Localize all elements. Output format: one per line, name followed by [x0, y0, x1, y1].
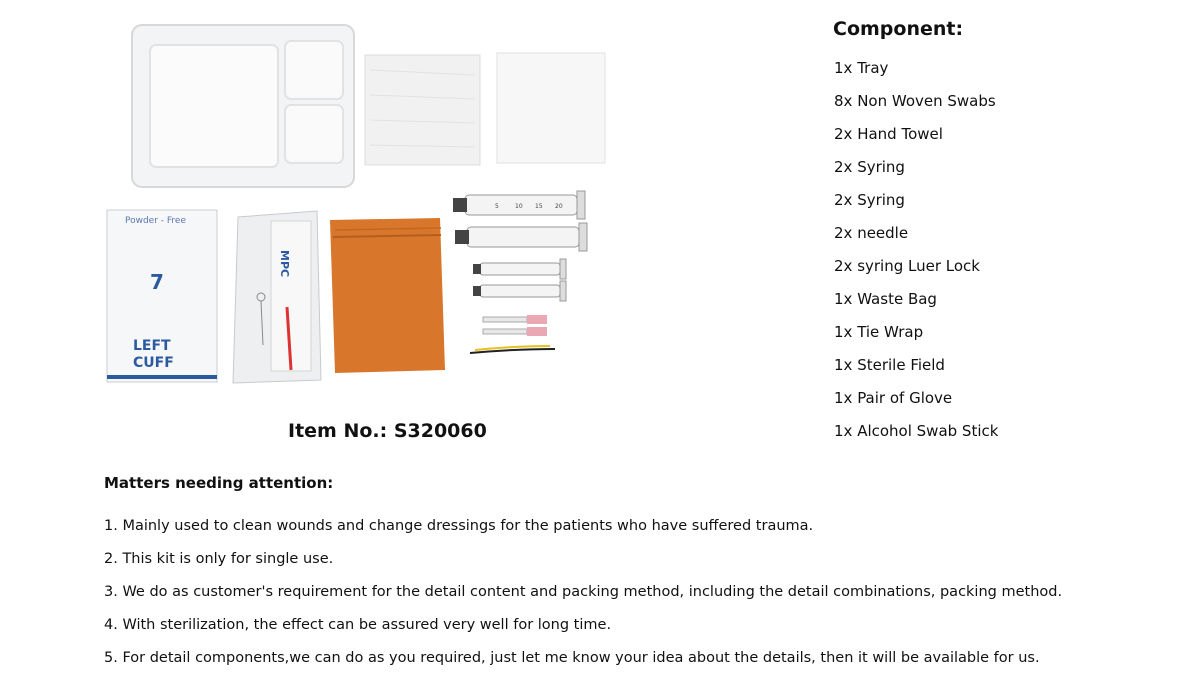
component-item: 1x Tray [834, 59, 889, 77]
attention-item: 2. This kit is only for single use. [104, 551, 334, 567]
attention-title: Matters needing attention: [104, 474, 334, 492]
item-number: Item No.: S320060 [288, 420, 487, 442]
attention-item: 1. Mainly used to clean wounds and change dressings for the patients who have suffered trauma. [104, 518, 814, 534]
syringe-mark-4: 20 [555, 203, 563, 210]
component-list [834, 57, 998, 453]
swabs-image [365, 55, 480, 165]
tie-wrap-image [470, 346, 555, 353]
sterile-pack-image [233, 211, 321, 383]
component-item: 2x syring Luer Lock [834, 257, 980, 275]
component-item: 1x Pair of Glove [834, 389, 953, 407]
product-photo [95, 15, 625, 415]
attention-item: 3. We do as customer's requirement for the detail content and packing method, including the detail combinations, packing method. [104, 584, 1063, 600]
tray-image [132, 25, 354, 187]
component-item: 8x Non Woven Swabs [834, 92, 996, 110]
component-item: 2x needle [834, 224, 909, 242]
glove-size-label: 7 [150, 270, 164, 294]
component-item: 1x Waste Bag [834, 290, 937, 308]
component-item: 2x Syring [834, 191, 905, 209]
syringes-image [453, 191, 587, 301]
glove-powder-label: Powder - Free [125, 216, 186, 226]
hand-towel-image [497, 53, 605, 163]
syringe-mark-1: 5 [495, 203, 499, 210]
component-item: 1x Tie Wrap [834, 323, 924, 341]
pack-brand-label: MPC [278, 250, 291, 278]
glove-cuff-label-1: LEFT [133, 338, 171, 354]
attention-item: 4. With sterilization, the effect can be assured very well for long time. [104, 617, 612, 633]
component-item: 2x Hand Towel [834, 125, 943, 143]
component-item: 2x Syring [834, 158, 905, 176]
needles-image [483, 315, 547, 336]
glove-cuff-label-2: CUFF [133, 355, 174, 371]
syringe-mark-3: 15 [535, 203, 543, 210]
waste-bag-image [330, 218, 445, 373]
component-item: 1x Sterile Field [834, 356, 945, 374]
component-item: 1x Alcohol Swab Stick [834, 422, 999, 440]
glove-pack-image [107, 210, 217, 382]
attention-list [104, 515, 1062, 680]
syringe-mark-2: 10 [515, 203, 523, 210]
attention-item: 5. For detail components,we can do as you required, just let me know your idea about the details, then it will be available for us. [104, 650, 1040, 666]
component-title: Component: [833, 18, 964, 40]
